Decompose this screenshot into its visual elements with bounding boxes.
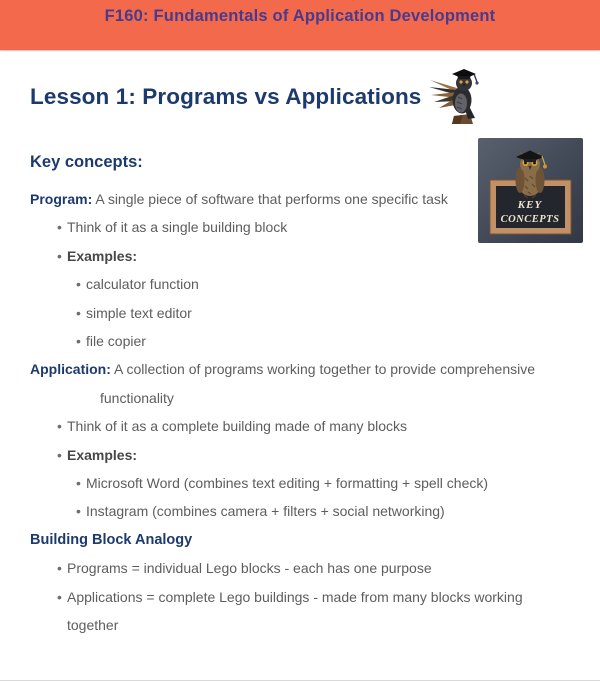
- bullet-icon: •: [57, 446, 62, 463]
- bullet-icon: •: [57, 588, 62, 605]
- application-definition-line1: A collection of programs working together to provide comprehensive: [114, 361, 536, 378]
- analogy-heading: Building Block Analogy: [30, 531, 193, 548]
- list-item: [30, 299, 570, 327]
- bullet-icon: •: [57, 418, 62, 435]
- list-item-label: file copier: [86, 333, 146, 350]
- svg-text:CONCEPTS: CONCEPTS: [500, 214, 560, 225]
- page-title: Lesson 1: Programs vs Applications: [30, 84, 422, 109]
- list-item-label: Instagram (combines camera + filters + social networking): [86, 503, 445, 520]
- bullet-icon: •: [76, 276, 81, 293]
- bullet-icon: •: [76, 503, 81, 520]
- bullet-icon: •: [57, 560, 62, 577]
- list-item-label-wrap: together: [67, 617, 119, 634]
- list-item: [30, 497, 570, 525]
- program-definition: A single piece of software that performs one specific task: [95, 191, 448, 207]
- application-definition-line: [30, 355, 570, 412]
- svg-text:KEY: KEY: [517, 199, 543, 211]
- bullet-icon: •: [76, 333, 81, 350]
- course-header: [0, 0, 600, 50]
- lesson-body: [30, 185, 570, 640]
- list-item-label: calculator function: [86, 276, 199, 293]
- list-item: [30, 412, 570, 440]
- list-item-label: Applications = complete Lego buildings - made from many blocks working: [67, 588, 523, 605]
- list-item: [30, 469, 570, 497]
- program-term: Program:: [30, 191, 93, 207]
- list-item-label: Think of it as a single building block: [67, 219, 288, 236]
- list-item: [30, 242, 570, 270]
- list-item: [30, 583, 570, 640]
- list-item: [30, 441, 570, 469]
- list-item-label: Microsoft Word (combines text editing + formatting + spell check): [86, 475, 489, 492]
- owl-graduation-cap-icon: [427, 66, 491, 128]
- list-item: [30, 327, 570, 355]
- application-term: Application:: [30, 361, 111, 378]
- bullet-icon: •: [57, 247, 62, 264]
- key-concepts-image: [478, 138, 583, 243]
- examples-label: Examples:: [67, 247, 138, 264]
- list-item-label: Programs = individual Lego blocks - each has one purpose: [67, 560, 432, 577]
- key-concepts-heading: Key concepts:: [30, 153, 143, 171]
- bullet-icon: •: [57, 219, 62, 236]
- list-item-label: Think of it as a complete building made of many blocks: [67, 418, 408, 435]
- examples-label: Examples:: [67, 446, 138, 463]
- list-item-label: simple text editor: [86, 304, 192, 321]
- application-definition-line2: functionality: [100, 389, 174, 406]
- owl-on-picture-frame-icon: [478, 138, 583, 243]
- course-title: F160: Fundamentals of Application Development: [104, 7, 496, 25]
- bullet-icon: •: [76, 304, 81, 321]
- list-item: [30, 554, 570, 582]
- title-row: [30, 66, 570, 128]
- bullet-icon: •: [76, 475, 81, 492]
- list-item: [30, 270, 570, 298]
